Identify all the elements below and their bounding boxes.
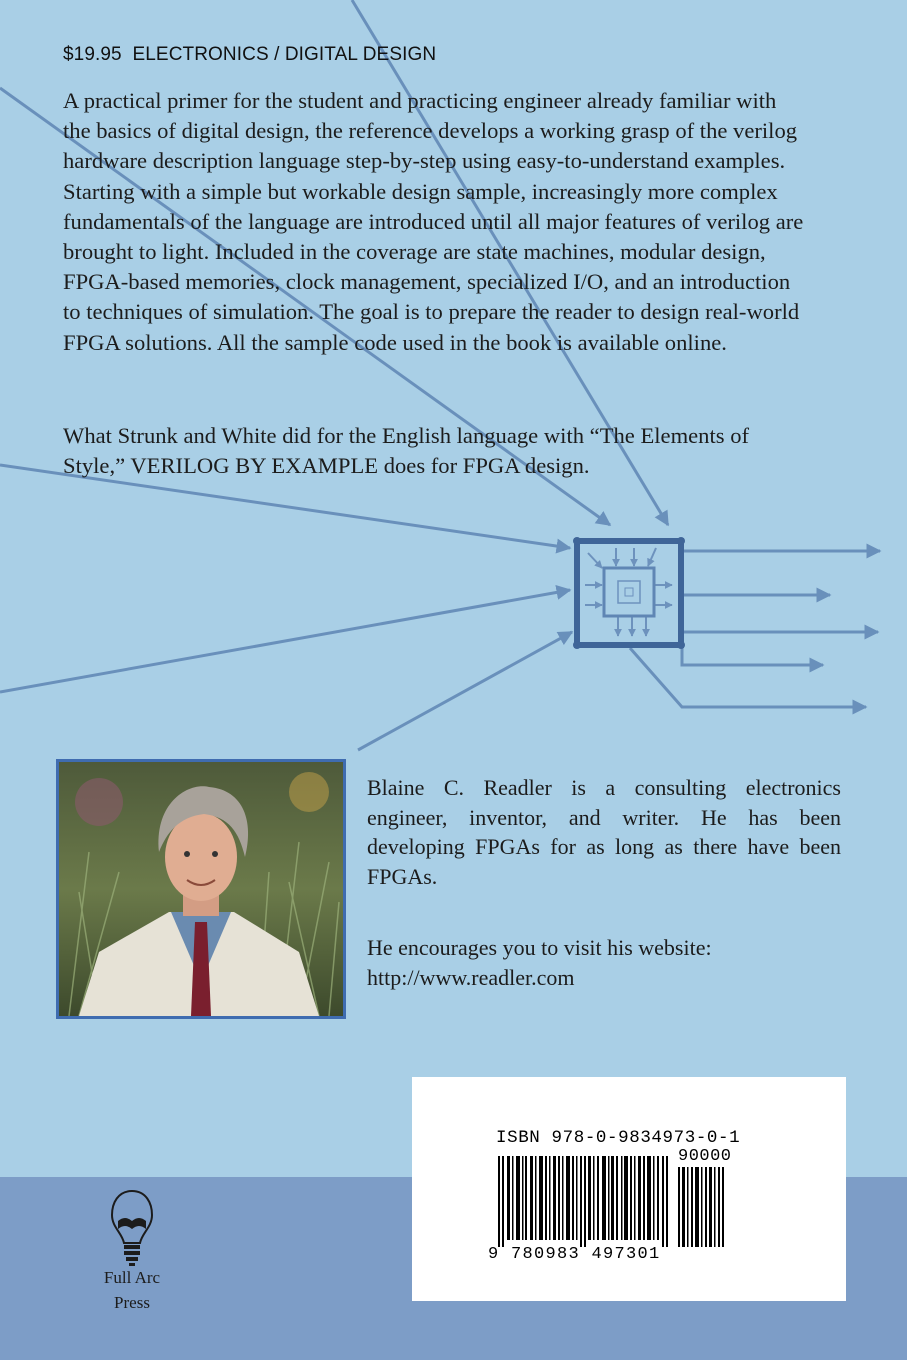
output-line [682,640,823,665]
fpga-core-block [625,588,633,596]
price-barcode [678,1167,724,1247]
isbn-label: ISBN 978-0-9834973-0-1 [496,1128,741,1148]
ean-barcode [498,1156,668,1247]
input-line [0,590,570,692]
price-category-line [63,44,436,66]
lightbulb-book-icon [110,1187,154,1271]
price-code: 90000 [678,1147,732,1166]
book-description: A practical primer for the student and practicing engineer already familiar with the basics of digital design, the reference develops a working grasp of the verilog hardware description language step-by-step using easy-to-understand examples. Starting with a simple but workable design sample, increasingly more complex fundamentals of the language are introduced until all major features of verilog are brought to light. Included in the coverage are state machines, modular design, FPGA-based memories, clock management, specialized I/O, and an introduction to techniques of simulation. The goal is to prepare the reader to design real-world FPGA solutions. All the sample code used in the book is available online. [63,88,804,355]
publisher-name-line1: Full Arc [103,1268,161,1287]
barcode-panel [412,1077,846,1301]
book-tagline: What Strunk and White did for the English language with “The Elements of Style,” VERILOG BY EXAMPLE does for FPGA design. [63,423,750,479]
website-link[interactable]: http://www.readler.com [367,964,575,990]
author-photo [56,759,346,1019]
website-prompt: He encourages you to visit his website: [367,935,712,960]
website-block [367,933,841,992]
price: $19.95 [63,44,122,65]
ean-digits: 9 780983 497301 [488,1245,661,1264]
fpga-middle-block [604,568,654,616]
category: ELECTRONICS / DIGITAL DESIGN [132,44,437,65]
fpga-inner-block [618,581,640,603]
author-bio: Blaine C. Readler is a consulting electronics engineer, inventor, and writer. He has been developing FPGAs for as long as there have been FPGAs. [367,775,841,889]
output-line [630,648,866,707]
input-line [358,632,572,750]
publisher-name [90,1265,174,1315]
publisher-name-line2: Press [114,1293,150,1312]
